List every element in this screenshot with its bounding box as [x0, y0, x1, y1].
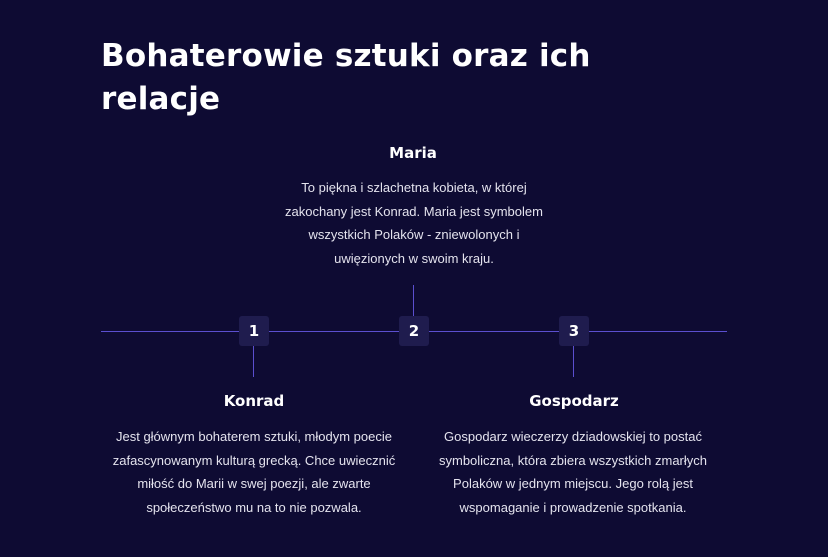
character-description-konrad: Jest głównym bohaterem sztuki, młodym poecie zafascynowanym kulturą grecką. Chce uwiecznić miłość do Marii w swej poezji, ale zwarte społeczeństwo mu na to nie pozwala.: [112, 429, 396, 515]
character-description-gospodarz: Gospodarz wieczerzy dziadowskiej to postać symboliczna, która zbiera wszystkich zmarłych Polaków w jednym miejscu. Jego rolą jest wspomaganie i prowadzenie spotkania.: [438, 429, 708, 515]
character-name-gospodarz: Gospodarz: [529, 392, 619, 410]
character-description-maria: To piękna i szlachetna kobieta, w której zakochany jest Konrad. Maria jest symbolem wszystkich Polaków - zniewolonych i uwięzionych w swoim kraju.: [285, 180, 543, 266]
page-title: Bohaterowie sztuki oraz ich relacje: [101, 38, 591, 117]
connector-gospodarz: [573, 346, 574, 377]
timeline-marker-2: 2: [399, 316, 429, 346]
timeline-marker-1: 1: [239, 316, 269, 346]
connector-konrad: [253, 346, 254, 377]
character-name-konrad: Konrad: [223, 392, 285, 410]
character-name-maria: Maria: [389, 144, 437, 162]
connector-maria: [413, 285, 414, 316]
timeline-marker-3: 3: [559, 316, 589, 346]
